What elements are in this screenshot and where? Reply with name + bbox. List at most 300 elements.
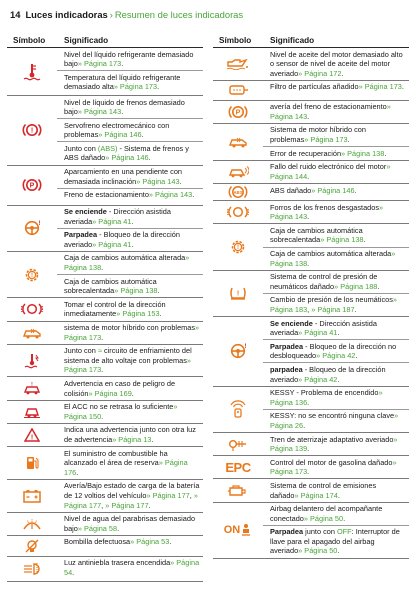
meaning-entry	[263, 362, 409, 385]
page-reference-link[interactable]: » Página 174	[294, 490, 338, 500]
meaning-cell	[263, 201, 409, 223]
page-reference-link[interactable]: OFF	[336, 527, 352, 537]
airbag-seat-icon	[240, 523, 252, 537]
meaning-text: - Sistema de frenos y ABS dañado	[64, 143, 189, 163]
page-reference-link[interactable]: » Página 173	[304, 135, 348, 145]
meaning-text: .	[148, 153, 151, 163]
meaning-cell	[263, 433, 409, 455]
meaning-text: .	[131, 239, 134, 249]
page-reference-link[interactable]: » Página 58	[77, 523, 118, 533]
table-row	[7, 424, 203, 447]
meaning-cell	[57, 96, 203, 165]
meaning-text: .	[307, 444, 310, 454]
hybrid-system-icon	[228, 136, 248, 148]
meaning-entry	[57, 166, 203, 188]
meaning-text: .	[337, 374, 340, 384]
meaning-cell	[263, 479, 409, 501]
meaning-entry	[263, 271, 409, 293]
meaning-text: .	[72, 567, 75, 577]
symbol-cell	[7, 345, 57, 377]
status-keyword: Se enciende	[64, 207, 107, 217]
page-reference-link[interactable]: » Página 138	[341, 148, 385, 158]
meaning-cell	[263, 124, 409, 160]
meaning-entry	[263, 409, 409, 432]
page-reference-link[interactable]: » Página 143	[77, 107, 122, 117]
meaning-text: Fallo del ruido electrónico del motor	[270, 162, 387, 172]
page-reference-link[interactable]: » Página 26	[270, 411, 399, 430]
parking-brake-fault-icon	[228, 104, 248, 120]
svg-text:ABS: ABS	[233, 190, 243, 196]
meaning-text: Nivel de aceite del motor demasiado alto o sensor de nivel de aceite del motor averiado	[270, 49, 403, 78]
meaning-text: .	[307, 258, 310, 268]
svg-text:!: !	[30, 434, 34, 442]
meaning-text: Caja de cambios automática sobrecalentada	[270, 225, 363, 245]
meaning-text: .	[354, 185, 357, 195]
meaning-entry	[57, 188, 203, 202]
meaning-entry	[263, 101, 409, 123]
symbol-column-header: Símbolo	[13, 36, 46, 45]
page-reference-link[interactable]: » Página 169	[88, 388, 132, 398]
table-row	[213, 271, 409, 317]
page-reference-link[interactable]: » Página 136	[270, 388, 383, 407]
right-table	[213, 33, 409, 559]
meaning-entry	[263, 525, 409, 558]
page-reference-link[interactable]: » Página 42	[298, 374, 338, 384]
meaning-text: .	[384, 148, 387, 158]
meaning-entry	[263, 479, 409, 501]
meaning-entry	[263, 146, 409, 160]
page-reference-link[interactable]: » Página 53	[130, 537, 170, 547]
svg-text:!: !	[31, 272, 33, 279]
table-row	[213, 224, 409, 270]
page-reference-link[interactable]: » Página 177	[146, 490, 190, 500]
particle-filter-icon	[227, 84, 249, 96]
meaning-text: .	[363, 235, 366, 245]
breadcrumb-separator: ›	[109, 8, 113, 20]
meaning-text: .	[337, 546, 340, 556]
bulb-icon	[24, 538, 40, 554]
page-reference-link[interactable]: ≈	[97, 346, 102, 356]
page-reference-link[interactable]: » Página 138	[270, 249, 396, 268]
meaning-text: Nivel del líquido refrigerante demasiado bajo	[64, 49, 194, 69]
table-row	[213, 317, 409, 387]
meaning-text: .	[76, 467, 79, 477]
meaning-entry	[263, 317, 409, 339]
meaning-text: .	[148, 500, 151, 510]
meaning-text: Indica una advertencia junto con otra luz de advertencia	[64, 425, 196, 444]
meaning-text: Avería/Bajo estado de carga de la batería de 12 voltios del vehículo	[64, 481, 200, 500]
symbol-cell	[213, 456, 263, 478]
meaning-text: .	[157, 286, 160, 296]
page-reference-link[interactable]: » Página 146	[98, 130, 142, 140]
svg-text:!: !	[244, 344, 247, 351]
meaning-text: .	[337, 490, 340, 500]
symbol-cell	[213, 271, 263, 316]
meaning-text: .	[303, 420, 306, 430]
meaning-entry	[57, 48, 203, 70]
symbol-cell	[7, 401, 57, 423]
engine-sound-icon	[227, 165, 249, 179]
symbol-cell	[7, 536, 57, 556]
page-reference-link[interactable]: » Página 183	[270, 295, 397, 314]
acc-icon	[22, 405, 42, 419]
svg-text:!: !	[38, 221, 41, 228]
symbol-cell	[7, 322, 57, 344]
meaning-text: .	[341, 68, 344, 78]
meaning-text: ,	[307, 305, 312, 314]
meaning-entry	[263, 247, 409, 270]
meaning-text: Advertencia en caso de peligro de colisión	[64, 378, 176, 398]
symbol-cell	[213, 387, 263, 432]
page-reference-link[interactable]: » Página 177	[64, 490, 198, 510]
page-reference-link[interactable]: » Página 143	[148, 190, 193, 200]
page-reference-link[interactable]: (ABS)	[97, 143, 118, 153]
table-row	[213, 433, 409, 456]
meaning-text: .	[131, 216, 134, 226]
meaning-text: - Dirección asistida averiada	[64, 207, 171, 226]
status-keyword: parpadea	[270, 364, 303, 374]
oil-can-icon	[226, 58, 250, 70]
meaning-text: Sistema de control de presión de neumáticos dañado	[270, 272, 378, 291]
meaning-text: Temperatura del líquido refrigerante demasiado alta	[64, 72, 181, 92]
meaning-text: Filtro de partículas añadido	[270, 82, 359, 92]
meaning-text: .	[141, 130, 144, 140]
symbol-column-header: Símbolo	[219, 36, 252, 45]
meaning-cell	[263, 456, 409, 478]
symbol-cell	[213, 161, 263, 183]
symbol-cell	[7, 206, 57, 251]
page-reference-link[interactable]: » Página 172	[298, 68, 342, 78]
table-row	[213, 479, 409, 502]
meaning-cell	[57, 480, 203, 512]
symbol-cell	[213, 479, 263, 501]
page-reference-link[interactable]: » Página 177	[105, 500, 149, 510]
page-reference-link[interactable]: » Página 173	[64, 355, 191, 375]
symbol-cell	[213, 201, 263, 223]
brake-wear-icon	[21, 302, 43, 316]
symbol-cell	[7, 557, 57, 581]
meaning-text: Tren de aterrizaje adaptativo averiado	[270, 434, 394, 444]
page-reference-link[interactable]: » Página 188	[334, 281, 378, 291]
page-reference-link[interactable]: » Página 176	[64, 458, 188, 477]
adaptive-suspension-icon	[228, 436, 248, 452]
page-reference-link[interactable]: » Página 50	[298, 546, 338, 556]
page-reference-link[interactable]: » Página 138	[114, 286, 158, 296]
svg-text:!: !	[31, 381, 33, 388]
battery-icon	[22, 489, 42, 503]
symbol-cell	[213, 81, 263, 100]
symbol-cell	[7, 447, 57, 479]
meaning-text: .	[121, 59, 124, 69]
meaning-entry	[57, 274, 203, 297]
page-reference-link[interactable]: » Página 143	[136, 176, 180, 186]
rear-fog-icon	[22, 562, 42, 576]
hv-cooling-icon	[23, 353, 41, 369]
page-reference-link[interactable]: » Página 54	[64, 558, 200, 577]
meaning-entry	[57, 298, 203, 320]
kessy-key-icon	[227, 400, 249, 418]
gearbox-fault-icon	[229, 238, 247, 256]
meaning-text: junto con	[303, 527, 337, 537]
table-row	[213, 387, 409, 433]
status-keyword: Parpadea	[270, 341, 304, 351]
meaning-text: .	[131, 388, 134, 398]
meaning-text: El ACC no se retrasa lo suficiente	[64, 402, 174, 412]
page-header	[0, 0, 416, 28]
meaning-text: : Interruptor de llave para el apagado del airbag averiado	[270, 527, 400, 556]
meaning-cell	[57, 252, 203, 297]
tire-pressure-icon	[229, 285, 247, 301]
symbol-cell	[7, 96, 57, 165]
meaning-cell	[57, 424, 203, 446]
meaning-cell	[57, 298, 203, 320]
meaning-entry	[263, 81, 409, 94]
table-row	[7, 557, 203, 582]
meaning-text: Error de recuperación	[270, 148, 342, 158]
meaning-entry	[57, 118, 203, 141]
symbol-cell	[213, 48, 263, 80]
symbol-cell	[7, 424, 57, 446]
meaning-text: .	[192, 190, 195, 200]
epc-icon: EPC	[225, 459, 251, 475]
section-title: Luces indicadoras	[25, 8, 108, 20]
meaning-cell	[263, 271, 409, 316]
meaning-entry	[57, 377, 203, 399]
meaning-entry	[263, 224, 409, 246]
meaning-entry	[57, 70, 203, 93]
meaning-entry	[263, 387, 409, 409]
meaning-text: Airbag delantero del acompañante conectado	[270, 504, 383, 523]
meaning-entry	[263, 293, 409, 316]
meaning-text: .	[307, 467, 310, 477]
meaning-text: .	[121, 107, 124, 117]
meaning-entry	[57, 252, 203, 274]
table-row	[7, 513, 203, 536]
meaning-text: .	[159, 309, 162, 319]
page-reference-link[interactable]: » Página 143	[270, 202, 384, 222]
table-row	[213, 81, 409, 101]
meaning-text: .	[307, 172, 310, 182]
meaning-cell	[57, 322, 203, 344]
svg-text:P: P	[235, 109, 241, 117]
meaning-text: Nivel de líquido de frenos demasiado bajo	[64, 97, 185, 117]
page-reference-link[interactable]: » Página 153	[116, 309, 160, 319]
page-reference-link[interactable]: » Página 173	[358, 82, 402, 92]
table-row	[7, 536, 203, 557]
meaning-text: ABS dañado	[270, 185, 312, 195]
meaning-cell	[57, 447, 203, 479]
page-reference-link[interactable]: » Página 41	[298, 328, 338, 338]
page-reference-link[interactable]: » Página 173	[77, 59, 122, 69]
washer-fluid-icon	[22, 517, 42, 531]
meaning-text: .	[377, 281, 380, 291]
table-row	[7, 345, 203, 378]
meaning-text: Luz antiniebla trasera encendida	[64, 558, 171, 568]
symbol-cell	[7, 166, 57, 205]
brake-system-icon	[22, 122, 42, 138]
status-keyword: Se enciende	[270, 318, 313, 328]
page-reference-link[interactable]: » Página 173	[64, 323, 200, 342]
meaning-text: ,	[189, 490, 194, 500]
abs-icon	[228, 184, 248, 200]
right-rows	[213, 48, 409, 559]
meaning-text: .	[337, 328, 340, 338]
meaning-text: Nivel de agua del parabrisas demasiado bajo	[64, 514, 196, 533]
meaning-cell	[57, 557, 203, 581]
emission-control-icon	[227, 483, 249, 499]
table-row	[7, 48, 203, 96]
symbol-cell	[213, 433, 263, 455]
meaning-text: ,	[101, 500, 106, 510]
meaning-text: Forros de los frenos desgastados	[270, 202, 379, 212]
meaning-text: - Bloqueo de la dirección no desbloqueado	[270, 341, 397, 361]
meaning-cell	[57, 513, 203, 535]
fuel-pump-icon	[25, 455, 39, 471]
meaning-cell	[263, 101, 409, 123]
symbol-cell	[213, 184, 263, 200]
page-reference-link[interactable]: » Página 150	[64, 402, 178, 421]
meaning-text: Caja de cambios automática alterada	[64, 253, 186, 263]
meaning-text: Junto con	[64, 143, 98, 153]
meaning-text: Tomar el control de la dirección inmediatamente	[64, 299, 166, 319]
meaning-entry	[57, 401, 203, 423]
table-header	[7, 33, 203, 48]
symbol-cell	[213, 317, 263, 386]
meaning-cell	[57, 401, 203, 423]
breadcrumb-link[interactable]: Resumen de luces indicadoras	[114, 8, 244, 20]
page-reference-link[interactable]: » Página 41	[92, 216, 132, 226]
symbol-cell	[7, 480, 57, 512]
meaning-text: circuito de enfriamiento del sistema de alto voltaje con problemas	[64, 346, 192, 365]
page-reference-link[interactable]: » Página 42	[316, 351, 356, 361]
collision-warning-icon	[22, 382, 42, 396]
meaning-cell	[57, 536, 203, 556]
page-reference-link[interactable]: » Página 139	[270, 434, 398, 454]
meaning-text: .	[117, 523, 120, 533]
meaning-cell	[263, 81, 409, 100]
table-row	[7, 252, 203, 298]
symbol-cell	[7, 48, 57, 95]
meaning-entry	[263, 503, 409, 525]
symbol-cell	[7, 377, 57, 399]
steering-lock-icon	[23, 220, 41, 236]
meaning-entry	[57, 345, 203, 377]
meaning-cell	[263, 161, 409, 183]
meaning-entry	[57, 557, 203, 579]
meaning-entry	[263, 339, 409, 362]
table-row	[213, 201, 409, 224]
table-row	[7, 480, 203, 513]
parking-brake-icon	[22, 177, 42, 193]
page-reference-link[interactable]: » Página 143	[270, 102, 391, 121]
meaning-text: Junto con	[64, 346, 98, 356]
meaning-entry	[57, 96, 203, 118]
meaning-entry	[57, 141, 203, 164]
meaning-text: sistema de motor híbrido con problemas	[64, 323, 196, 332]
meaning-text: .	[307, 111, 310, 121]
page-reference-link[interactable]: » Página 50	[303, 513, 344, 523]
page-reference-link[interactable]: » Página 173	[270, 457, 397, 477]
brake-pads-icon	[227, 205, 249, 219]
meaning-text: - Bloqueo de la dirección averiado	[64, 230, 180, 249]
page-reference-link[interactable]: » Página 138	[64, 253, 190, 273]
page-reference-link[interactable]: » Página 41	[92, 239, 132, 249]
meaning-entry	[57, 228, 203, 251]
meaning-text: .	[347, 135, 350, 145]
meaning-text: Sistema de motor híbrido con problemas	[270, 125, 366, 145]
meaning-cell	[263, 224, 409, 269]
table-row	[7, 377, 203, 400]
meaning-entry	[57, 536, 203, 549]
meaning-entry	[57, 424, 203, 446]
svg-text:!: !	[237, 245, 239, 252]
meaning-column-header: Significado	[270, 36, 315, 45]
page-reference-link[interactable]: » Página 146	[311, 185, 355, 195]
page-reference-link[interactable]: » Página 187	[311, 305, 355, 314]
meaning-text: .	[307, 397, 310, 407]
meaning-text: Caja de cambios automática sobrecalentada	[64, 276, 157, 296]
meaning-entry	[57, 206, 203, 228]
meaning-text: Control del motor de gasolina dañado	[270, 457, 393, 467]
meaning-text: Cambio de presión de los neumáticos	[270, 295, 393, 305]
meaning-text: .	[101, 263, 104, 273]
meaning-text: Bombilla defectuosa	[64, 537, 131, 547]
status-keyword: Parpadea	[270, 527, 304, 537]
meaning-entry	[263, 433, 409, 455]
symbol-cell	[7, 513, 57, 535]
page-reference-link[interactable]: » Página 146	[105, 153, 149, 163]
page-reference-link[interactable]: » Página 173	[113, 82, 158, 92]
meaning-text: .	[169, 537, 172, 547]
table-row	[7, 447, 203, 480]
meaning-text: .	[355, 351, 358, 361]
meaning-text: Freno de estacionamiento	[64, 190, 149, 200]
svg-text:P: P	[29, 182, 35, 190]
meaning-text: El suministro de combustible ha alcanzado el área de reserva	[64, 448, 168, 468]
meaning-text: .	[307, 212, 310, 222]
table-row	[213, 124, 409, 161]
meaning-entry	[263, 124, 409, 146]
symbol-cell	[213, 224, 263, 269]
meaning-text: .	[101, 365, 104, 375]
svg-text:!: !	[236, 290, 240, 298]
meaning-entry	[57, 480, 203, 512]
gearbox-fault-icon	[23, 266, 41, 284]
meaning-text: KESSY - Problema de encendido	[270, 388, 379, 398]
meaning-cell	[57, 48, 203, 95]
left-rows	[7, 48, 203, 582]
meaning-cell	[263, 317, 409, 386]
table-row	[7, 401, 203, 424]
table-row	[7, 322, 203, 345]
meaning-column-header: Significado	[64, 36, 109, 45]
meaning-text: avería del freno de estacionamiento	[270, 102, 387, 112]
meaning-cell	[263, 48, 409, 80]
meaning-entry	[263, 161, 409, 183]
page-reference-link[interactable]: » Página 144	[270, 162, 391, 182]
meaning-text: Aparcamiento en una pendiente con demasiada inclinación	[64, 167, 182, 186]
symbol-cell	[213, 101, 263, 123]
page-reference-link[interactable]: » Página 138	[320, 235, 364, 245]
airbag-on-icon	[224, 523, 253, 537]
meaning-cell	[57, 345, 203, 377]
steering-lock-icon	[229, 343, 247, 359]
status-keyword: Parpadea	[64, 230, 98, 240]
page-reference-link[interactable]: » Página 13	[112, 434, 152, 444]
table-header	[213, 33, 409, 48]
meaning-cell	[263, 503, 409, 558]
table-row	[213, 101, 409, 124]
